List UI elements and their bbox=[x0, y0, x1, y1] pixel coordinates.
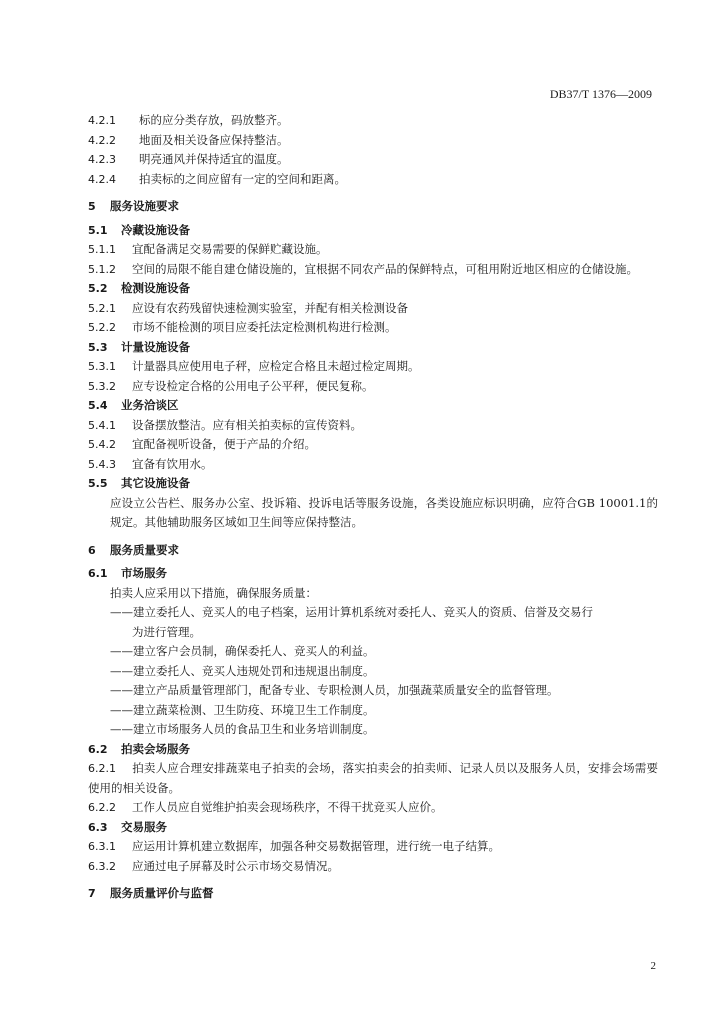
clause-number: 5.2.1 bbox=[88, 301, 116, 315]
subsection-5-1 bbox=[88, 221, 658, 241]
clause-text: 拍卖标的之间应留有一定的空间和距离。 bbox=[139, 171, 346, 186]
clause-text: 应通过电子屏幕及时公示市场交易情况。 bbox=[132, 858, 339, 873]
section-title: 服务设施要求 bbox=[110, 199, 179, 213]
clause-6-3-2 bbox=[88, 857, 658, 877]
list-item: ——建立委托人、竞买人的电子档案，运用计算机系统对委托人、竞买人的资质、信誉及交易行 bbox=[110, 605, 593, 619]
section-heading-5 bbox=[88, 197, 658, 217]
clause-text: 计量器具应使用电子秤，应检定合格且未超过检定周期。 bbox=[132, 359, 420, 373]
document-code: DB37/T 1376—2009 bbox=[549, 87, 652, 101]
document-body bbox=[88, 111, 658, 908]
section-title: 服务质量评价与监督 bbox=[110, 886, 214, 900]
subsection-6-2 bbox=[88, 740, 658, 760]
clause-5-4-1 bbox=[88, 416, 658, 436]
section-number: 6.3 bbox=[88, 820, 108, 834]
subsection-5-5 bbox=[88, 474, 658, 494]
section-number: 5.3 bbox=[88, 340, 108, 354]
section-title: 市场服务 bbox=[121, 566, 167, 580]
clause-4-2-4 bbox=[88, 170, 658, 190]
clause-number: 5.3.1 bbox=[88, 360, 116, 373]
clause-4-2-1 bbox=[88, 111, 658, 131]
clause-text: 设备摆放整洁。应有相关拍卖标的宣传资料。 bbox=[132, 417, 362, 432]
clause-text: 明亮通风并保持适宜的温度。 bbox=[139, 152, 289, 166]
section-title: 服务质量要求 bbox=[110, 542, 179, 557]
paragraph-6-1-intro: 拍卖人应采用以下措施，确保服务质量： bbox=[110, 585, 317, 600]
section-title: 拍卖会场服务 bbox=[121, 741, 190, 756]
clause-number: 5.1.2 bbox=[88, 262, 116, 276]
clause-number: 6.2.1 bbox=[88, 762, 116, 775]
list-item: ——建立委托人、竞买人违规处罚和违规退出制度。 bbox=[110, 663, 375, 678]
clause-number: 6.3.2 bbox=[88, 859, 116, 873]
clause-text: 地面及相关设备应保持整洁。 bbox=[139, 132, 289, 147]
clause-text: 标的应分类存放，码放整齐。 bbox=[139, 113, 289, 127]
clause-6-2-2 bbox=[88, 798, 658, 818]
clause-number: 4.2.2 bbox=[88, 133, 116, 147]
clause-text: 宜配备满足交易需要的保鲜贮藏设施。 bbox=[132, 242, 328, 256]
clause-4-2-2 bbox=[88, 131, 658, 151]
subsection-5-3 bbox=[88, 338, 658, 358]
clause-text: 应运用计算机建立数据库，加强各种交易数据管理，进行统一电子结算。 bbox=[132, 839, 500, 853]
clause-5-1-2 bbox=[88, 260, 658, 280]
section-title: 计量设施设备 bbox=[121, 339, 190, 354]
section-title: 业务洽谈区 bbox=[121, 398, 179, 412]
clause-5-1-1 bbox=[88, 240, 658, 260]
clause-number: 5.2.2 bbox=[88, 321, 116, 334]
clause-5-2-1 bbox=[88, 299, 658, 319]
clause-number: 5.4.2 bbox=[88, 438, 116, 451]
paragraph-5-5: 应设立公告栏、服务办公室、投诉箱、投诉电话等服务设施，各类设施应标识明确，应符合GB 10001.1的规定。其他辅助服务区域如卫生间等应保持整洁。 bbox=[110, 495, 658, 529]
section-number: 5.2 bbox=[88, 282, 108, 295]
section-number: 5.1 bbox=[88, 223, 108, 237]
list-item: ——建立客户会员制，确保委托人、竞买人的利益。 bbox=[110, 644, 375, 658]
section-heading-6 bbox=[88, 541, 658, 561]
list-item-continuation: 为进行管理。 bbox=[132, 624, 201, 639]
clause-text: 拍卖人应合理安排蔬菜电子拍卖的会场，落实拍卖会的拍卖师、记录人员以及服务人员，安排会场需要使用的相关设备。 bbox=[88, 761, 658, 795]
clause-text: 市场不能检测的项目应委托法定检测机构进行检测。 bbox=[132, 320, 397, 334]
subsection-5-4 bbox=[88, 396, 658, 416]
list-item: ——建立蔬菜检测、卫生防疫、环境卫生工作制度。 bbox=[110, 702, 375, 717]
clause-4-2-3 bbox=[88, 150, 658, 170]
section-number: 7 bbox=[88, 887, 96, 900]
subsection-6-3 bbox=[88, 818, 658, 838]
clause-text: 工作人员应自觉维护拍卖会现场秩序，不得干扰竞买人应价。 bbox=[132, 800, 443, 814]
clause-text: 应专设检定合格的公用电子公平秤，便民复称。 bbox=[132, 378, 374, 393]
clause-5-4-2 bbox=[88, 435, 658, 455]
section-number: 6.2 bbox=[88, 742, 108, 756]
section-heading-7 bbox=[88, 884, 658, 904]
clause-5-2-2 bbox=[88, 318, 658, 338]
section-number: 5.4 bbox=[88, 399, 108, 412]
list-item: ——建立市场服务人员的食品卫生和业务培训制度。 bbox=[110, 722, 375, 736]
subsection-5-2 bbox=[88, 279, 658, 299]
clause-number: 4.2.4 bbox=[88, 172, 116, 186]
clause-number: 4.2.3 bbox=[88, 153, 116, 166]
clause-5-4-3 bbox=[88, 455, 658, 475]
clause-5-3-2 bbox=[88, 377, 658, 397]
clause-number: 4.2.1 bbox=[88, 114, 116, 127]
clause-text: 宜配备视听设备，便于产品的介绍。 bbox=[132, 437, 316, 451]
page-number: 2 bbox=[650, 960, 656, 972]
clause-number: 5.3.2 bbox=[88, 379, 116, 393]
list-item: ——建立产品质量管理部门，配备专业、专职检测人员，加强蔬菜质量安全的监督管理。 bbox=[110, 683, 559, 697]
section-title: 交易服务 bbox=[121, 819, 167, 834]
section-number: 5.5 bbox=[88, 477, 108, 490]
clause-number: 6.2.2 bbox=[88, 801, 116, 814]
clause-5-3-1 bbox=[88, 357, 658, 377]
clause-number: 5.1.1 bbox=[88, 243, 116, 256]
section-title: 检测设施设备 bbox=[121, 281, 190, 295]
section-number: 5 bbox=[88, 200, 96, 213]
clause-number: 5.4.3 bbox=[88, 457, 116, 471]
clause-text: 宜备有饮用水。 bbox=[132, 456, 213, 471]
clause-number: 5.4.1 bbox=[88, 418, 116, 432]
section-number: 6 bbox=[88, 543, 96, 557]
clause-number: 6.3.1 bbox=[88, 840, 116, 853]
section-title: 冷藏设施设备 bbox=[121, 222, 190, 237]
subsection-6-1 bbox=[88, 564, 658, 584]
section-number: 6.1 bbox=[88, 567, 108, 580]
clause-text: 空间的局限不能自建仓储设施的，宜根据不同农产品的保鲜特点，可租用附近地区相应的仓储设施。 bbox=[132, 261, 638, 276]
clause-text: 应设有农药残留快速检测实验室，并配有相关检测设备 bbox=[132, 300, 408, 315]
section-title: 其它设施设备 bbox=[121, 476, 190, 490]
clause-6-2-1 bbox=[88, 759, 658, 798]
clause-6-3-1 bbox=[88, 837, 658, 857]
